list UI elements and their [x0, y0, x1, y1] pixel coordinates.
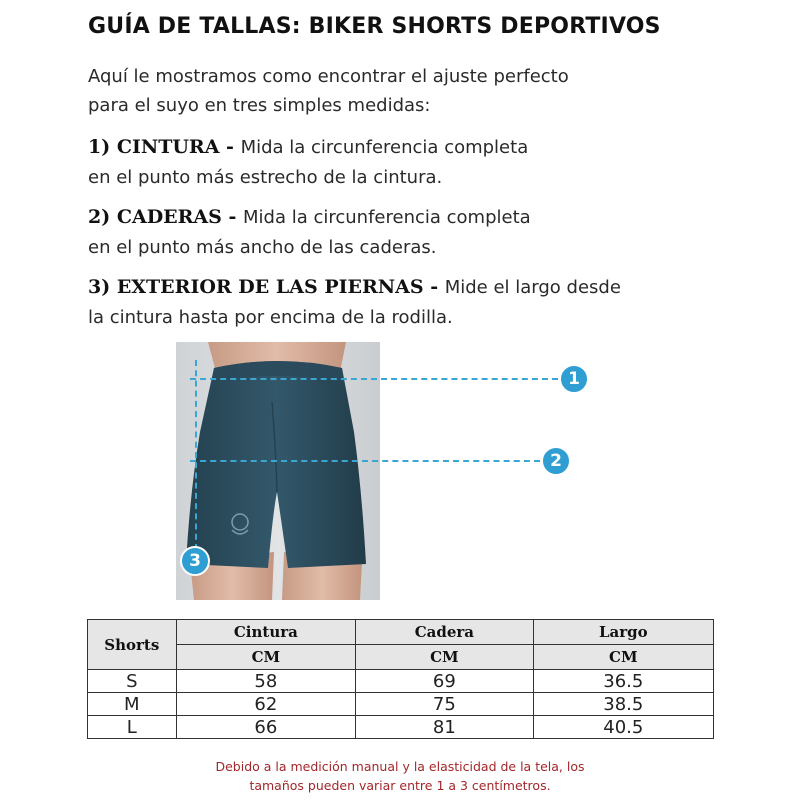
- value-cintura: 58: [176, 670, 356, 693]
- intro-line-1: Aquí le mostramos como encontrar el ajuste perfecto: [88, 66, 569, 87]
- value-cintura: 66: [176, 716, 356, 739]
- table-row: [88, 716, 714, 739]
- value-largo: 38.5: [533, 693, 713, 716]
- value-cadera: 75: [356, 693, 534, 716]
- hip-guide: [190, 460, 540, 462]
- measure-leg-head: 3) EXTERIOR DE LAS PIERNAS -: [88, 276, 445, 298]
- measure-hips: [88, 202, 728, 263]
- measure-hips-line-2: en el punto más ancho de las caderas.: [88, 237, 437, 258]
- measure-leg-line-1: Mide el largo desde: [444, 277, 621, 298]
- unit-cintura: CM: [176, 645, 356, 670]
- size-label: L: [88, 716, 177, 739]
- disclaimer-line-2: tamaños pueden variar entre 1 a 3 centímetros.: [249, 778, 551, 793]
- size-table-unit-row: [88, 645, 714, 670]
- value-cintura: 62: [176, 693, 356, 716]
- table-row: [88, 670, 714, 693]
- value-cadera: 69: [356, 670, 534, 693]
- col-header-cadera: Cadera: [356, 620, 534, 645]
- leg-length-guide: [195, 360, 197, 550]
- measure-hips-line-1: Mida la circunferencia completa: [243, 207, 531, 228]
- size-table-corner: Shorts: [88, 620, 177, 670]
- measure-hips-head: 2) CADERAS -: [88, 206, 244, 228]
- unit-largo: CM: [533, 645, 713, 670]
- measure-waist-line-2: en el punto más estrecho de la cintura.: [88, 167, 443, 188]
- measure-waist: [88, 132, 728, 193]
- intro-text: [88, 62, 688, 120]
- table-row: [88, 693, 714, 716]
- size-table: [87, 619, 714, 739]
- value-cadera: 81: [356, 716, 534, 739]
- measure-waist-line-1: Mida la circunferencia completa: [240, 137, 529, 158]
- measure-leg-length: [88, 272, 728, 333]
- size-table-header: [88, 620, 714, 645]
- page-title: GUÍA DE TALLAS: BIKER SHORTS DEPORTIVOS: [88, 14, 661, 39]
- unit-cadera: CM: [356, 645, 534, 670]
- marker-leg-length: 3: [180, 546, 210, 576]
- col-header-largo: Largo: [533, 620, 713, 645]
- value-largo: 36.5: [533, 670, 713, 693]
- value-largo: 40.5: [533, 716, 713, 739]
- intro-line-2: para el suyo en tres simples medidas:: [88, 95, 431, 116]
- waist-guide: [190, 378, 558, 380]
- disclaimer-line-1: Debido a la medición manual y la elasticidad de la tela, los: [215, 759, 585, 774]
- measure-waist-head: 1) CINTURA -: [88, 136, 241, 158]
- col-header-cintura: Cintura: [176, 620, 356, 645]
- measure-leg-line-2: la cintura hasta por encima de la rodilla.: [88, 307, 453, 328]
- size-label: S: [88, 670, 177, 693]
- marker-hips: 2: [541, 446, 571, 476]
- disclaimer-note: [0, 757, 800, 795]
- marker-waist: 1: [559, 364, 589, 394]
- size-label: M: [88, 693, 177, 716]
